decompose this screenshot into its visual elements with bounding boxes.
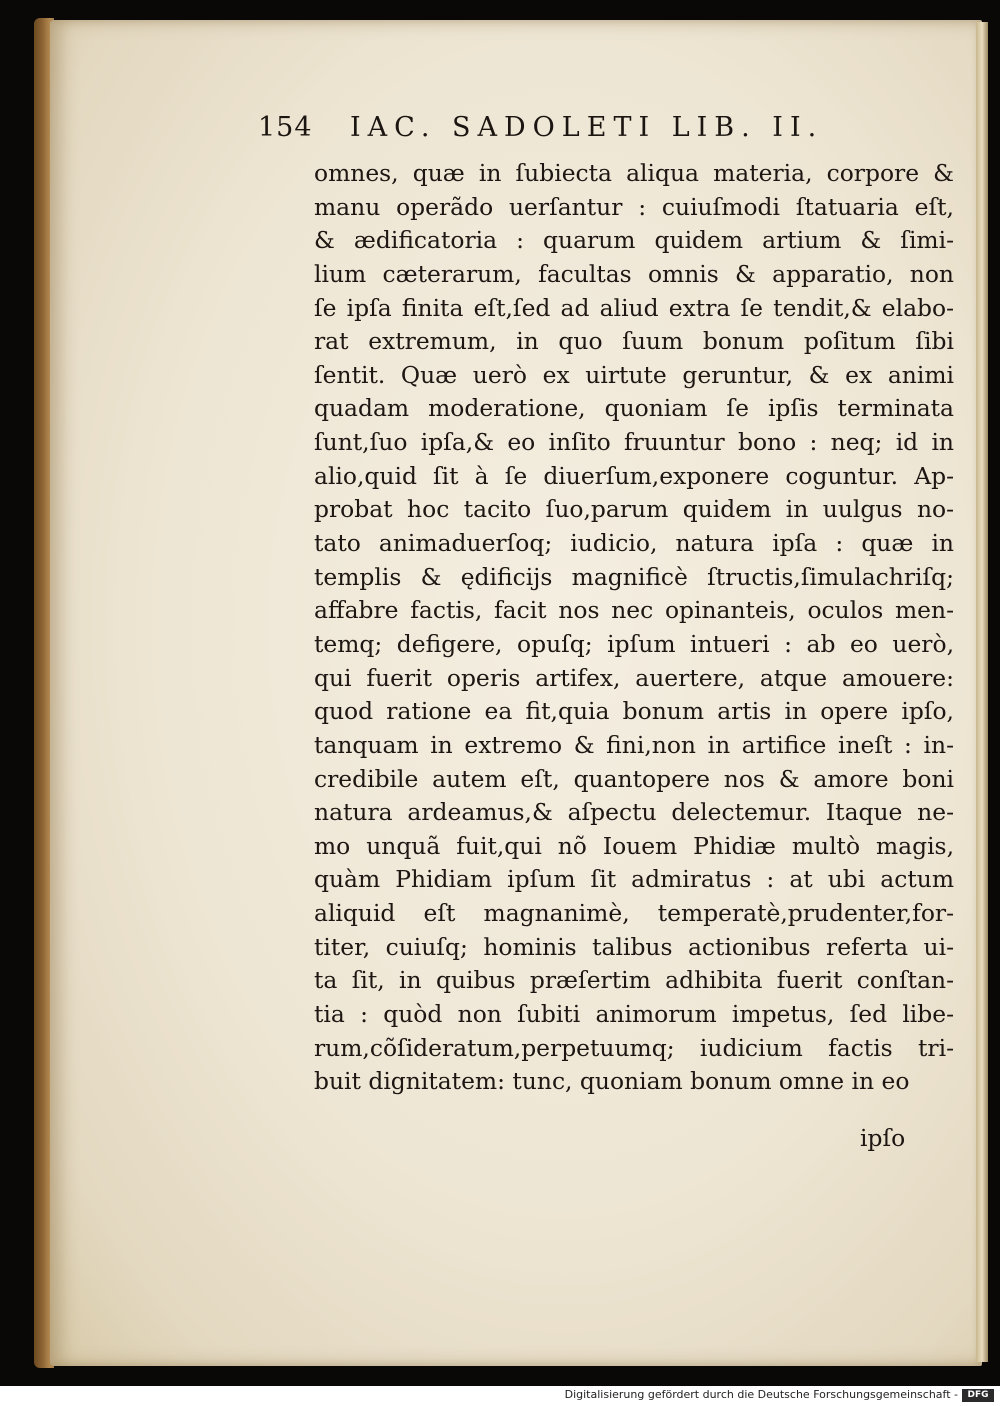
text-line: probat hoc tacito ſuo,parum quidem in uulgus no-	[314, 495, 954, 524]
text-line: alio,quid ſit à ſe diuerſum,exponere coguntur. Ap-	[314, 461, 954, 490]
text-line: templis & ędificijs magnificè ſtructis,ſimulachriſq;	[314, 562, 954, 591]
funding-credit: Digitalisierung gefördert durch die Deutsche Forschungsgemeinschaft -	[564, 1388, 958, 1401]
text-line: ſunt,ſuo ipſa,& eo inſito fruuntur bono : neq; id in	[314, 428, 954, 457]
text-line: manu operãdo uerſantur : cuiuſmodi ſtatuaria eſt,	[314, 192, 954, 221]
page-right-edge	[976, 22, 988, 1362]
text-line: natura ardeamus,& aſpectu delectemur. Itaque ne-	[314, 798, 954, 827]
running-title: IAC. SADOLETI LIB. II.	[350, 112, 824, 143]
text-line: qui fuerit operis artifex, auertere, atque amouere:	[314, 663, 954, 692]
page-number: 154	[258, 112, 313, 143]
text-line: tato animaduerſoq; iudicio, natura ipſa : quæ in	[314, 529, 954, 558]
footer-bar	[0, 1386, 1000, 1406]
text-line: ſentit. Quæ uerò ex uirtute geruntur, & ex animi	[314, 360, 954, 389]
text-line: aliquid eſt magnanimè, temperatè,prudenter,for-	[314, 899, 954, 928]
catchword: ipſo	[860, 1124, 906, 1152]
body-text	[314, 157, 954, 1099]
text-line: & ædificatoria : quarum quidem artium & ſimi-	[314, 226, 954, 255]
text-line: rat extremum, in quo ſuum bonum poſitum ſibi	[314, 327, 954, 356]
text-line: affabre factis, facit nos nec opinanteis, oculos men-	[314, 596, 954, 625]
text-line: ſe ipſa finita eſt,ſed ad aliud extra ſe tendit,& elabo-	[314, 293, 954, 322]
text-line: quadam moderatione, quoniam ſe ipſis terminata	[314, 394, 954, 423]
text-line: ta ſit, in quibus præſertim adhibita fuerit conſtan-	[314, 966, 954, 995]
text-line: quod ratione ea fit,quia bonum artis in opere ipſo,	[314, 697, 954, 726]
text-line: temq; defigere, opuſq; ipſum intueri : ab eo uerò,	[314, 629, 954, 658]
text-line: mo unquã fuit,qui nõ Iouem Phidiæ multò magis,	[314, 831, 954, 860]
text-line: buit dignitatem: tunc, quoniam bonum omne in eo	[314, 1067, 910, 1096]
text-line: tia : quòd non ſubiti animorum impetus, ſed libe-	[314, 1000, 954, 1029]
text-line: titer, cuiuſq; hominis talibus actionibus referta ui-	[314, 932, 954, 961]
text-line: quàm Phidiam ipſum ſit admiratus : at ubi actum	[314, 865, 954, 894]
dfg-logo: DFG	[962, 1389, 994, 1402]
running-head	[258, 112, 918, 143]
text-line: omnes, quæ in ſubiecta aliqua materia, corpore &	[314, 159, 954, 187]
text-line: lium cæterarum, facultas omnis & apparatio, non	[314, 259, 954, 288]
text-line: rum,cõſideratum,perpetuumq; iudicium factis tri-	[314, 1033, 954, 1062]
text-line: tanquam in extremo & fini,non in artifice ineſt : in-	[314, 730, 954, 759]
text-line: credibile autem eſt, quantopere nos & amore boni	[314, 764, 954, 793]
